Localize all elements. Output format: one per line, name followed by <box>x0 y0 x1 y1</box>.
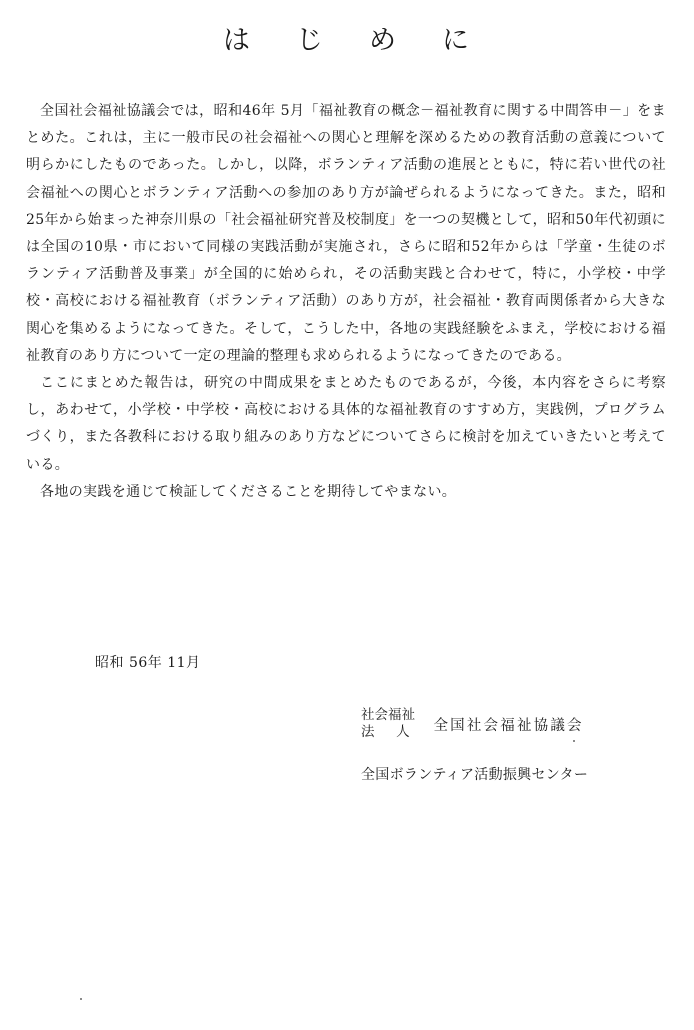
title-char: は <box>223 25 252 56</box>
title-char: め <box>369 25 398 56</box>
document-date: 昭和 56年 11月 <box>95 655 201 671</box>
organization-type-char: 法 <box>361 724 375 740</box>
organization-type-line1: 社会福祉 <box>361 707 415 723</box>
organization-type-line2 <box>361 724 415 741</box>
scan-speck <box>80 998 82 1000</box>
paragraph: 各地の実践を通じて検証してくださることを期待してやまない。 <box>40 483 457 500</box>
title-char: に <box>442 25 471 56</box>
body-text <box>26 98 666 506</box>
page-title <box>0 18 694 57</box>
center-name: 全国ボランティア活動振興センター <box>361 767 589 783</box>
organization-type <box>361 707 415 741</box>
title-char: じ <box>296 25 325 56</box>
scan-speck <box>573 740 575 742</box>
paragraph: 全国社会福祉協議会では，昭和46年 5月「福祉教育の概念－福祉教育に関する中間答申－」をまとめた。これは，主に一般市民の社会福祉への関心と理解を深めるための教育活動の意義について明らかにしたものであった。しかし，以降，ボランティア活動の進展とともに，特に若い世代の社会福祉への関心とボランティア活動への参加のあり方が論ぜられるようになってきた。また，昭和25年から始まった神奈川県の「社会福祉研究普及校制度」を一つの契機として，昭和50年代初頭には全国の10県・市において同様の実践活動が実施され，さらに昭和52年からは「学童・生徒のボランティア活動普及事業」が全国的に始められ，その活動実践と合わせて，特に，小学校・中学校・高校における福祉教育（ボランティア活動）のあり方が，社会福祉・教育両関係者から大きな関心を集めるようになってきた。そして，こうした中，各地の実践経験をふまえ，学校における福祉教育のあり方について一定の理論的整理も求められるようになってきたのである。 <box>26 103 666 364</box>
organization-name: 全国社会福祉協議会 <box>433 717 584 734</box>
paragraph: ここにまとめた報告は，研究の中間成果をまとめたものであるが，今後，本内容をさらに考察し，あわせて，小学校・中学校・高校における具体的な福祉教育のすすめ方，実践例，プログラムづくり，また各教科における取り組みのあり方などについてさらに検討を加えていきたいと考えている。 <box>26 375 666 473</box>
organization-block <box>361 707 584 741</box>
organization-type-char: 人 <box>396 724 410 740</box>
